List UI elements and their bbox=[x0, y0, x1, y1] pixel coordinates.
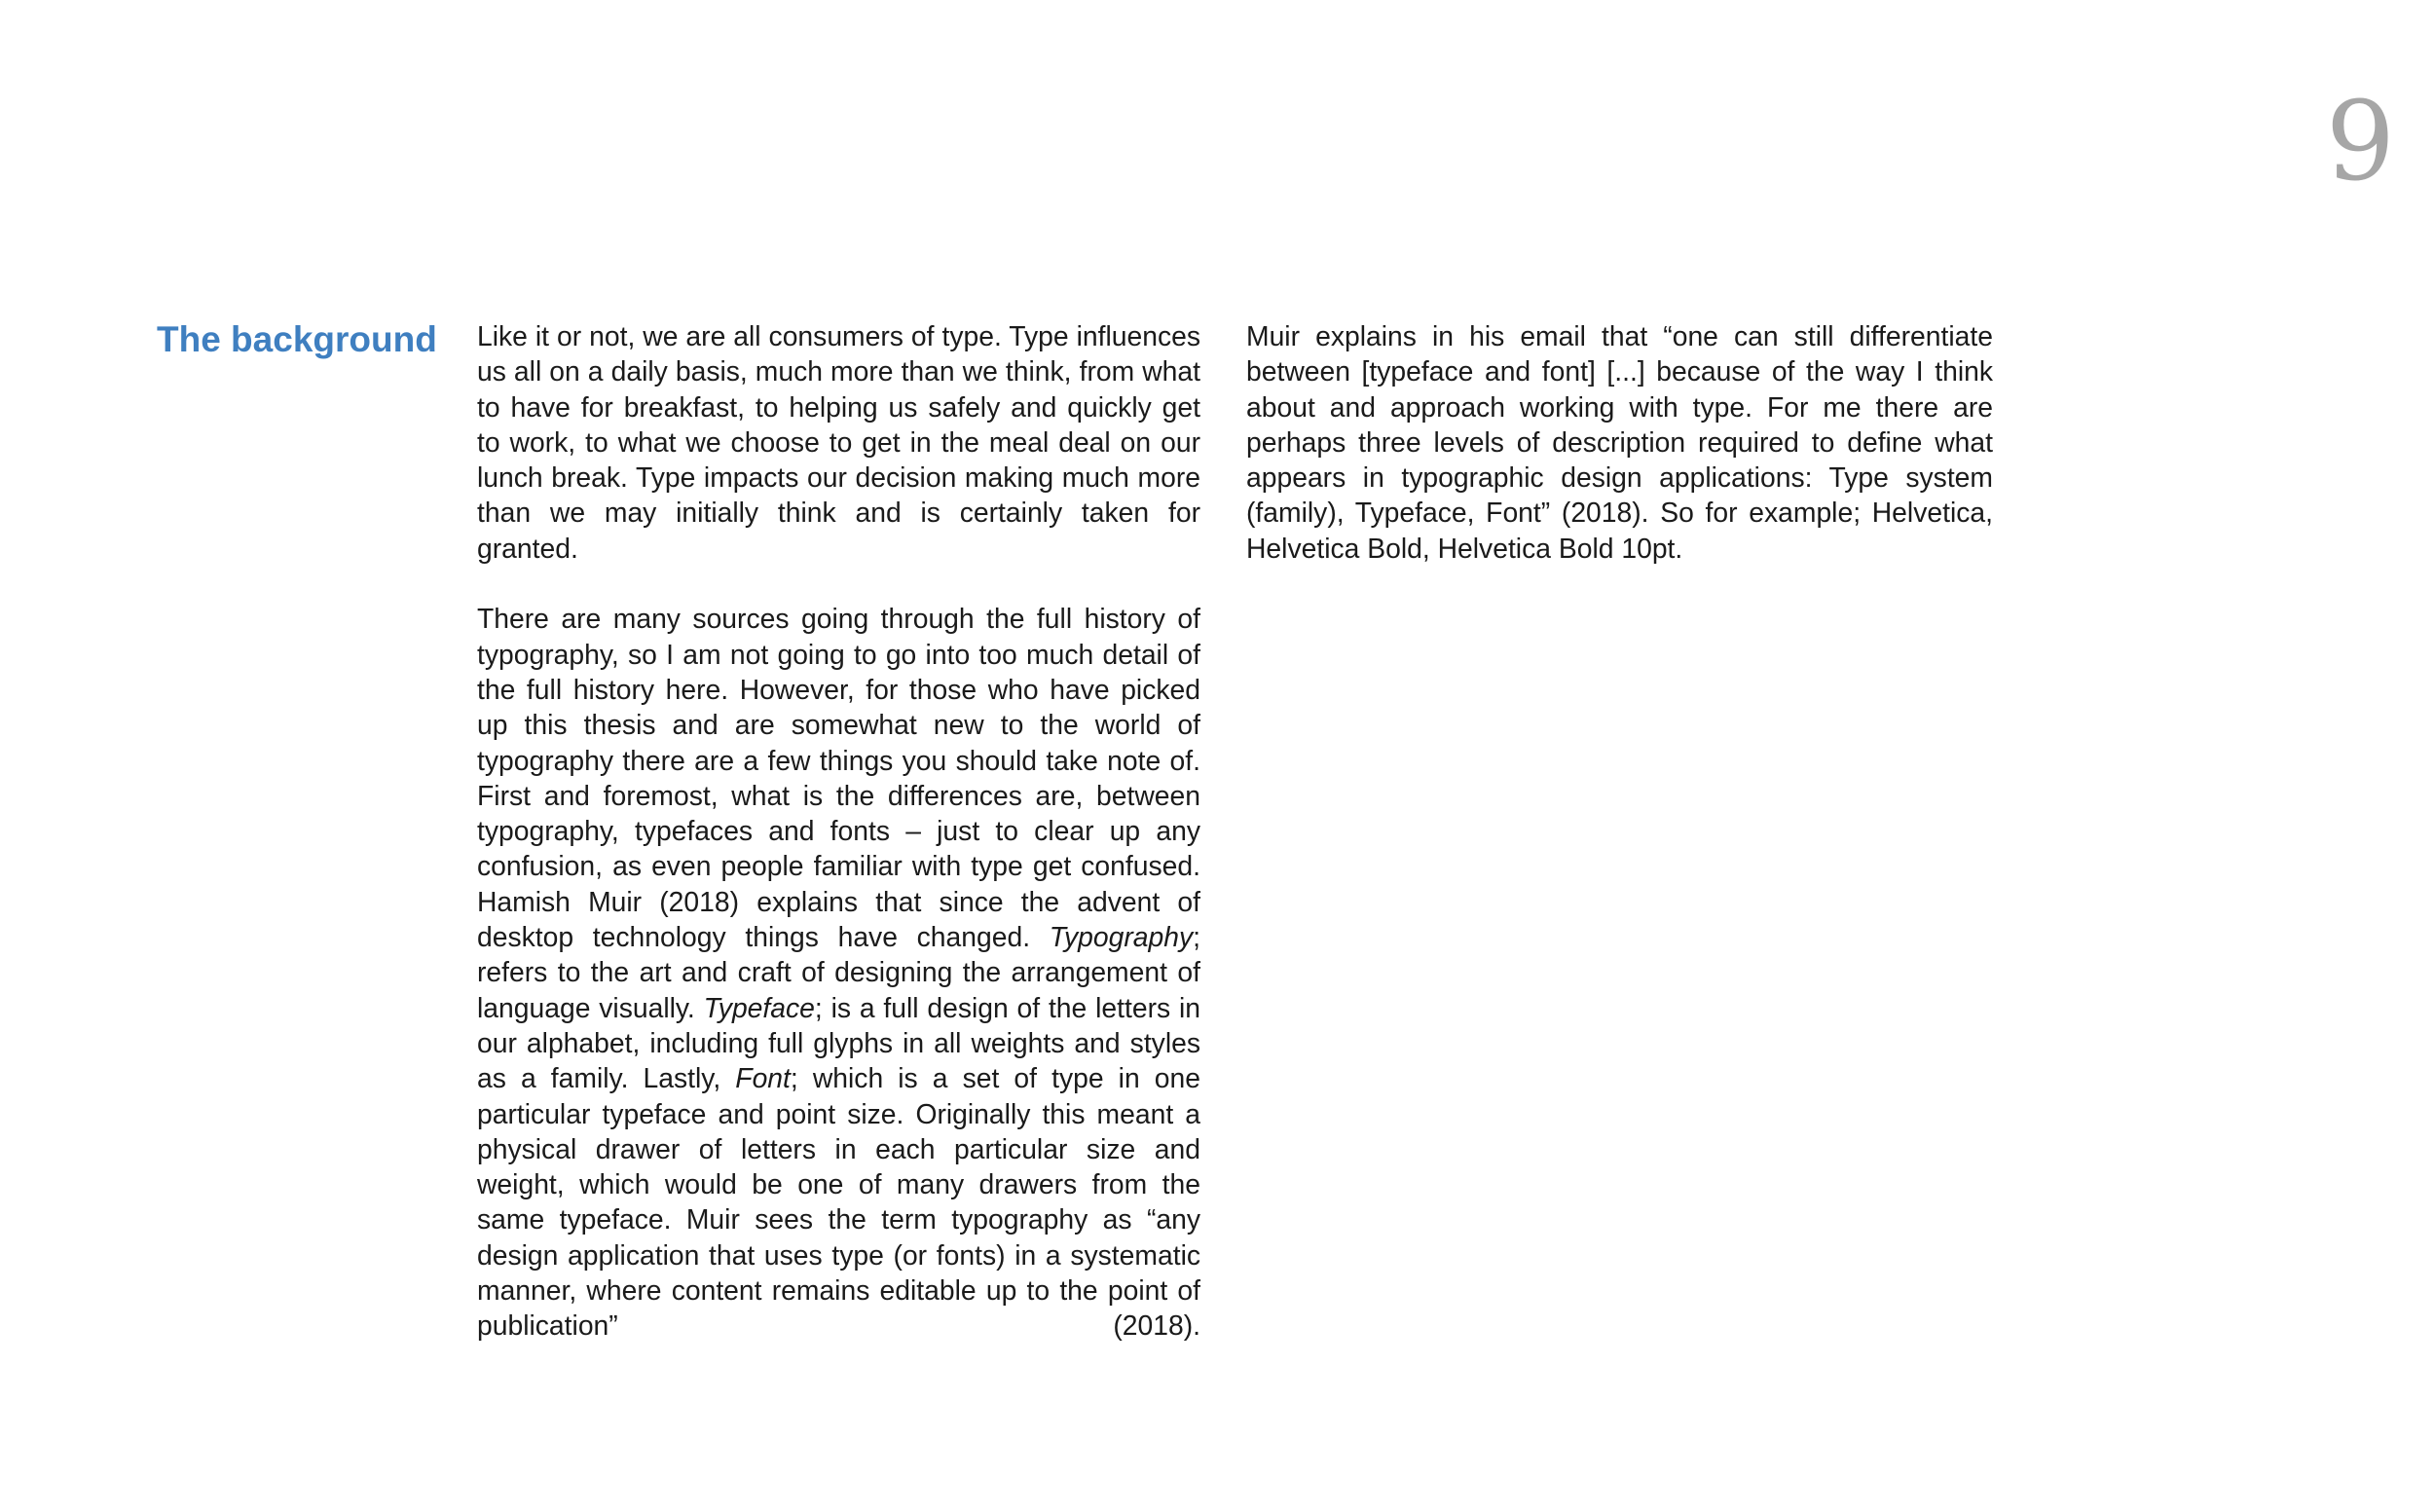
body-column-right bbox=[1246, 318, 1993, 601]
term-font: Font bbox=[735, 1062, 791, 1094]
term-typeface: Typeface bbox=[703, 991, 815, 1023]
term-typography: Typography bbox=[1049, 921, 1194, 953]
definitions-paragraph bbox=[477, 601, 1200, 1343]
definitions-text-part-1: There are many sources going through the full history of typography, so I am not going to go into too much detail of the full history here. However, for those who have picked up this thesis and are somewhat new to the world of typography there are a few things you should take note of. First and foremost, what is the differences are, between typography, typefaces and fonts – just to clear up any confusion, as even people familiar with type get confused. Hamish Muir (2018) explains that since the advent of desktop technology things have changed. bbox=[477, 603, 1200, 953]
page-number: 9 bbox=[2325, 79, 2395, 205]
muir-quote-paragraph: Muir explains in his email that “one can still differentiate between [typeface and font] [...] because of the way I think about and approach working with type. For me there are perhaps three levels of description required to define what appears in typographic design applications: Type system (family), Typeface, Font” (2018). So for example; Helvetica, Helvetica Bold, Helvetica Bold 10pt. bbox=[1246, 320, 1993, 564]
definitions-text-part-4: ; which is a set of type in one particular typeface and point size. Originally this meant a physical drawer of letters in each particular size and weight, which would be one of many drawers from the same typeface. Muir sees the term typography as “any design application that uses type (or fonts) in a systematic manner, where content remains editable up to the point of publication” (2018). bbox=[477, 1062, 1200, 1342]
intro-paragraph: Like it or not, we are all consumers of type. Type influences us all on a daily basis, much more than we think, from what to have for breakfast, to helping us safely and quickly get to work, to what we choose to get in the meal deal on our lunch break. Type impacts our decision making much more than we may initially think and is certainly taken for granted. bbox=[477, 320, 1200, 564]
definitions-text-part-2: ; refers to the art and craft of designing the arrangement of language visually. bbox=[477, 921, 1200, 1023]
section-heading: The background bbox=[157, 319, 437, 359]
definitions-text-part-3: ; is a full design of the letters in our alphabet, including full glyphs in all weights and styles as a family. Lastly, bbox=[477, 991, 1200, 1094]
body-column-left bbox=[477, 318, 1200, 1379]
